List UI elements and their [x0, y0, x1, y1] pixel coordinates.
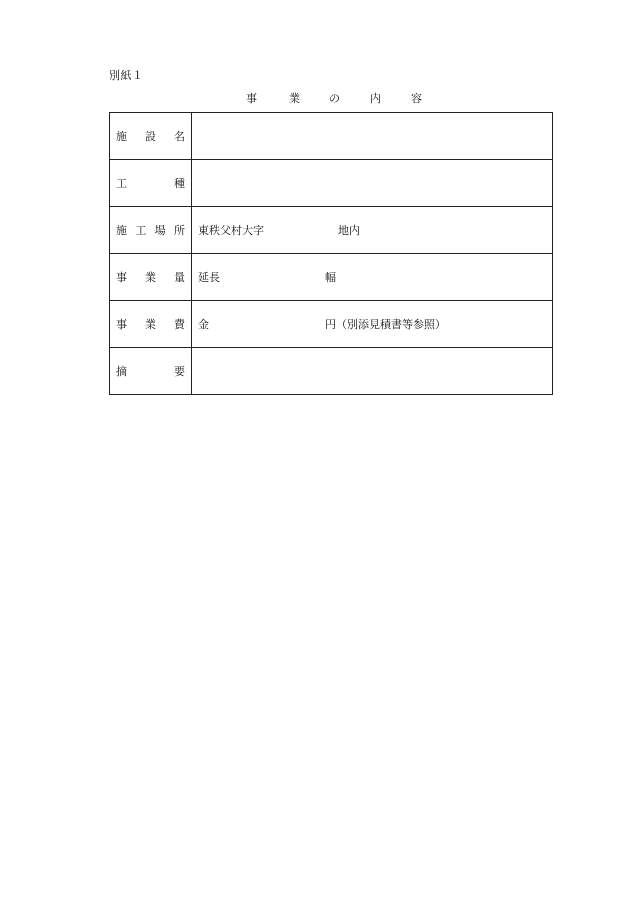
label-char: 施 [116, 224, 127, 237]
table-row-remarks [110, 348, 553, 395]
location-suffix: 地内 [338, 224, 360, 237]
label-char: 要 [174, 365, 185, 378]
label-char: 所 [173, 224, 185, 237]
table-row-construction-site [110, 207, 553, 254]
label-cell [110, 348, 192, 395]
project-content-table [109, 112, 553, 395]
label-char: 事 [116, 271, 127, 284]
title-char: 内 [370, 92, 381, 105]
value-cell [192, 160, 553, 207]
label-char: 場 [154, 224, 166, 237]
amount-prefix: 金 [198, 318, 209, 331]
width-label: 幅 [325, 271, 336, 284]
document-title [246, 90, 422, 106]
label-cell [110, 207, 192, 254]
title-char: 事 [246, 92, 257, 105]
label-cell [110, 113, 192, 160]
value-cell [192, 207, 553, 254]
table-row-work-type [110, 160, 553, 207]
label-char: 事 [116, 318, 127, 331]
label-char: 費 [174, 318, 185, 331]
label-char: 名 [174, 130, 185, 143]
table-row-project-cost [110, 301, 553, 348]
amount-unit-note: 円（別添見積書等参照） [325, 318, 446, 331]
table-row-project-quantity [110, 254, 553, 301]
annex-label: 別紙１ [109, 69, 144, 82]
value-cell [192, 113, 553, 160]
location-village: 東秩父村大字 [198, 224, 264, 237]
title-char: の [329, 92, 340, 105]
label-cell [110, 254, 192, 301]
label-char: 摘 [116, 365, 127, 378]
value-cell [192, 301, 553, 348]
label-char: 業 [145, 318, 156, 331]
value-cell [192, 348, 553, 395]
label-char: 施 [116, 130, 127, 143]
label-char: 業 [145, 271, 156, 284]
label-char: 設 [145, 130, 156, 143]
label-cell [110, 301, 192, 348]
label-char: 量 [174, 271, 185, 284]
length-label: 延長 [198, 271, 220, 284]
label-char: 工 [116, 177, 127, 190]
table-row-facility-name [110, 113, 553, 160]
value-cell [192, 254, 553, 301]
label-cell [110, 160, 192, 207]
label-char: 工 [135, 224, 147, 237]
label-char: 種 [174, 177, 185, 190]
title-char: 業 [289, 92, 300, 105]
title-char: 容 [411, 92, 422, 105]
